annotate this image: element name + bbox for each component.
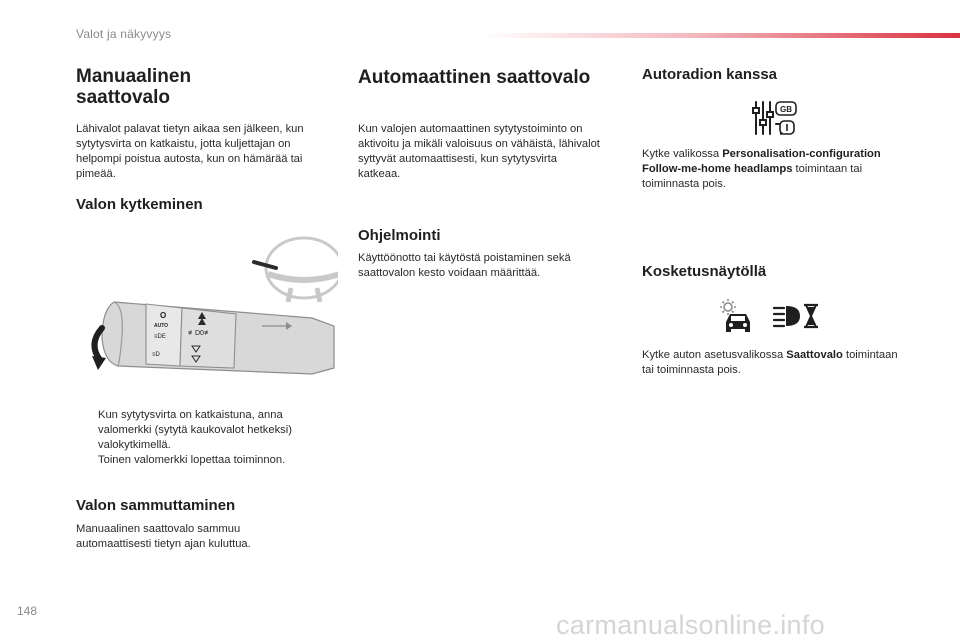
stalk-off-label: O	[160, 311, 167, 320]
list-item: Toinen valomerkki lopettaa toiminnon.	[98, 454, 286, 466]
switch-on-heading: Valon kytkeminen	[76, 196, 203, 213]
manual-intro-text: Lähivalot palavat tietyn aikaa sen jälkeen, kun sytytysvirta on katkaistu, jotta kuljettajan on helpompi poistua autosta, kun on hämärää tai pimeää.	[76, 123, 304, 180]
touchscreen-menu-item: Saattovalo	[786, 349, 843, 361]
stalk-position-label: ≡DE	[154, 334, 166, 340]
touchscreen-instructions: Kytke auton asetusvalikossa Saattovalo toimintaan tai toiminnasta pois.	[642, 349, 898, 376]
radio-settings-icon	[752, 100, 798, 136]
follow-me-home-icon	[772, 302, 820, 330]
header-accent-rule	[480, 33, 960, 38]
stalk-auto-label: AUTO	[154, 323, 169, 329]
title-line-2: saattovalo	[76, 87, 170, 108]
radio-heading: Autoradion kanssa	[642, 66, 778, 83]
rotate-arrow-icon	[94, 328, 102, 360]
steering-wheel-icon	[266, 238, 338, 302]
list-item: Kun sytytysvirta on katkaistuna, anna valomerkki (sytytä kaukovalot hetkeksi) valokytkimellä.	[98, 409, 292, 451]
automatic-follow-me-title: Automaattinen saattovalo	[358, 67, 591, 88]
programming-heading: Ohjelmointi	[358, 227, 441, 244]
switch-off-heading: Valon sammuttaminen	[76, 497, 236, 514]
watermark: carmanualsonline.info	[556, 610, 825, 640]
radio-menu-path: Personalisation-configuration Follow-me-home headlamps	[642, 148, 881, 175]
manual-follow-me-title	[76, 66, 191, 108]
title-line-1: Manuaalinen	[76, 66, 192, 87]
flash-instructions-list	[76, 408, 326, 468]
language-badge: GB	[780, 105, 792, 114]
stalk-dipped-label: ≡D	[152, 352, 160, 358]
automatic-intro-text: Kun valojen automaattinen sytytystoiminto on aktivoitu ja mikäli valoisuus on vähäistä, lähivalot syttyvät automaattisesti, kun sytytysvirta katkeaa.	[358, 123, 600, 180]
programming-text: Käyttöönotto tai käytöstä poistaminen sekä saattovalon kesto voidaan määrittää.	[358, 252, 571, 279]
switch-off-text: Manuaalinen saattovalo sammuu automaattisesti tietyn ajan kuluttua.	[76, 523, 251, 550]
lighting-stalk-illustration	[76, 226, 338, 380]
page-number: 148	[17, 604, 38, 618]
radio-instructions: Kytke valikossa Personalisation-configuration Follow-me-home headlamps toimintaan tai toiminnasta pois.	[642, 148, 881, 190]
car-settings-icon	[718, 298, 756, 332]
stalk-fog-label: ≢D0≢	[188, 330, 211, 337]
running-header: Valot ja näkyvyys	[76, 27, 172, 41]
touchscreen-heading: Kosketusnäytöllä	[642, 263, 767, 280]
